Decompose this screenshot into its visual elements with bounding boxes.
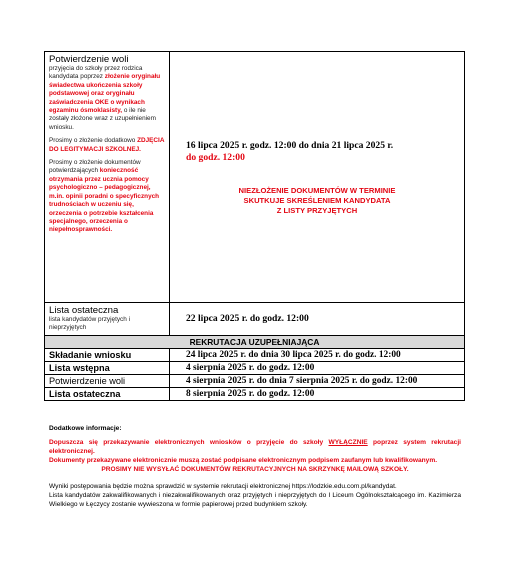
row-label: Lista ostateczna <box>45 388 170 401</box>
info-l1-end: poprzez system rekrutacji elektronicznej. <box>49 439 461 455</box>
confirm-paragraph-3 <box>49 159 166 235</box>
row-date: 24 lipca 2025 r. do dnia 30 lipca 2025 r. do godz. 12:00 <box>170 349 465 362</box>
row-label: Składanie wniosku <box>45 349 170 362</box>
info-l1-emphasis: WYŁĄCZNIE <box>328 439 368 446</box>
final-list-date: 22 lipca 2025 r. do godz. 12:00 <box>186 313 309 324</box>
final-list-cell <box>45 303 170 336</box>
confirm-p1-text-end: o ile nie zostały złożone wraz z uzupełnieniem wniosku. <box>49 107 156 131</box>
row-date: 4 sierpnia 2025 r. do dnia 7 sierpnia 2025 r. do godz. 12:00 <box>170 375 465 388</box>
supplementary-row <box>45 375 465 388</box>
row-label: Lista wstępna <box>45 362 170 375</box>
info-list-line: Lista kandydatów zakwalifikowanych i niezakwalifikowanych oraz przyjętych i nieprzyjętych do I Liceum Ogólnokształcącego im. Kazimierza Wielkiego w Łęczycy zostanie wywieszona w formie papierowej przed budynkiem szkoły. <box>49 492 461 508</box>
supplementary-row <box>45 362 465 375</box>
info-signature-line: Dokumenty przekazywane elektronicznie muszą zostać podpisane elektronicznym podpisem zaufanym lub kwalifikowanym. <box>49 457 438 464</box>
supplementary-row <box>45 388 465 401</box>
row-date: 8 sierpnia 2025 r. do godz. 12:00 <box>170 388 465 401</box>
info-l1-text: Dopuszcza się przekazywanie elektronicznych wniosków o przyjęcie do szkoły <box>49 439 329 446</box>
confirm-paragraph-2 <box>49 137 166 154</box>
info-heading: Dodatkowe informacje: <box>49 425 122 432</box>
confirm-date-line-1: 16 lipca 2025 r. godz. 12:00 do dnia 21 lipca 2025 r. <box>186 140 394 151</box>
final-list-date-cell <box>170 303 465 336</box>
row-label: Potwierdzenie woli <box>45 375 170 388</box>
final-list-row <box>45 303 465 336</box>
row-date: 4 sierpnia 2025 r. do godz. 12:00 <box>170 362 465 375</box>
confirm-paragraph-1 <box>49 65 166 132</box>
warning-line-1: NIEZŁOŻENIE DOKUMENTÓW W TERMINIE <box>238 186 396 195</box>
deadline-warning <box>170 186 464 216</box>
recruitment-schedule-table <box>44 51 465 401</box>
confirm-row <box>45 52 465 303</box>
warning-line-2: SKUTKUJE SKREŚLENIEM KANDYDATA <box>243 196 391 205</box>
additional-info <box>49 424 461 509</box>
supplementary-header-row <box>45 336 465 349</box>
info-results-line: Wyniki postępowania będzie można sprawdzić w systemie rekrutacji elektronicznej https://lodzkie.edu.com.pl/kandydat. <box>49 483 397 490</box>
supplementary-row <box>45 349 465 362</box>
supplementary-header: REKRUTACJA UZUPEŁNIAJĄCA <box>45 336 465 349</box>
confirm-date-line-2: do godz. 12:00 <box>186 152 245 163</box>
confirm-p3-red: konieczność otrzymania przez ucznia pomocy psychologiczno – pedagogicznej, m.in. opinii poradni o specyficznych trudnościach w uczeniu się, orzeczenia o potrzebie kształcenia specjalnego, orzeczenia o niepełnosprawności. <box>49 167 160 234</box>
confirm-p2-text: Prosimy o złożenie dodatkowo <box>49 137 138 145</box>
final-list-subtitle: lista kandydatów przyjętych i nieprzyjętych <box>49 316 130 332</box>
confirm-title: Potwierdzenie woli <box>49 54 129 65</box>
warning-line-3: Z LISTY PRZYJĘTYCH <box>276 206 358 215</box>
confirm-date-cell <box>170 52 465 303</box>
confirm-cell <box>45 52 170 303</box>
confirm-p2-red: ZDJĘCIA DO LEGITYMACJI SZKOLNEJ. <box>49 137 165 153</box>
confirm-p1-text: przyjęcia do szkoły przez rodzica kandydata poprzez <box>49 65 143 81</box>
info-electronic-line <box>49 438 461 456</box>
info-no-email-line: PROSIMY NIE WYSYŁAĆ DOKUMENTÓW REKRUTACYJNYCH NA SKRZYNKĘ MAILOWĄ SZKOŁY. <box>101 466 409 473</box>
final-list-title: Lista ostateczna <box>49 305 119 316</box>
confirm-p3-text: Prosimy o złożenie dokumentów potwierdzających <box>49 159 141 175</box>
confirm-p1-red: złożenie oryginału świadectwa ukończenia szkoły podstawowej oraz oryginału zaświadczenia OKE o wynikach egzaminu ósmoklasisty, <box>49 73 161 115</box>
